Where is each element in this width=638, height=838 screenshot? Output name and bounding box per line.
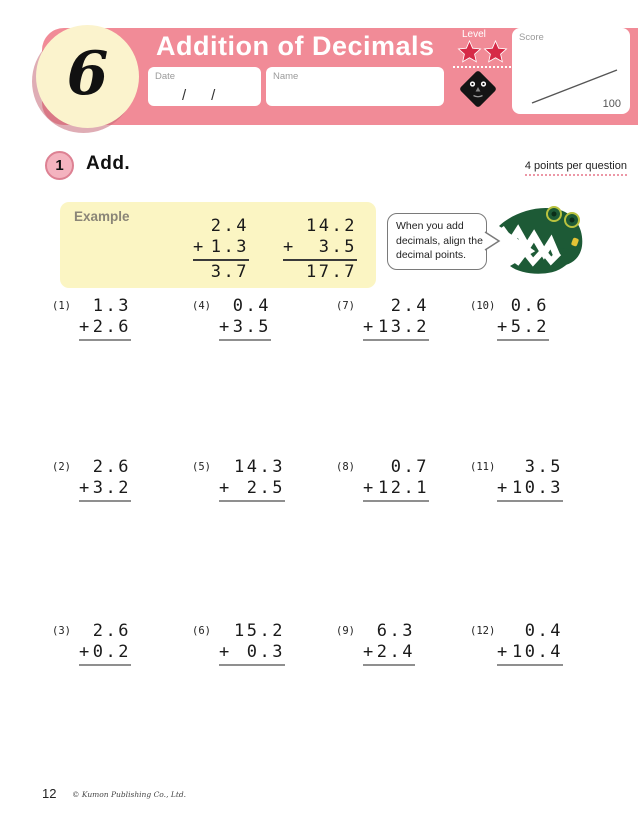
addend-bottom: 12.1 (378, 478, 429, 498)
problem-3 (52, 621, 131, 666)
addend-top: 0.4 (524, 621, 563, 641)
star-icon (459, 42, 480, 62)
problem-number: (9) (336, 625, 355, 637)
addend-top: 14.2 (306, 216, 357, 236)
date-slashes: / / (182, 87, 216, 104)
problem-work-area[interactable] (363, 621, 415, 666)
example-problem-1 (193, 216, 249, 284)
crocodile-illustration (494, 204, 586, 276)
plus-sign: + (219, 317, 232, 337)
problem-6 (192, 621, 285, 666)
addend-top: 1.3 (92, 296, 131, 316)
level-stars (452, 42, 512, 62)
problem-9 (336, 621, 415, 666)
problem-12 (470, 621, 563, 666)
problem-number: (4) (192, 300, 211, 312)
addend-top: 2.4 (210, 216, 249, 236)
page-number: 12 (42, 786, 57, 801)
score-label: Score (519, 32, 544, 43)
addend-bottom: 13.2 (378, 317, 429, 337)
level-label: Level (462, 29, 486, 40)
problem-work-area[interactable] (79, 621, 131, 666)
problem-number: (3) (52, 625, 71, 637)
problem-number: (8) (336, 461, 355, 473)
problem-work-area[interactable] (363, 457, 429, 502)
addend-top: 14.3 (234, 457, 285, 477)
problem-1 (52, 296, 131, 341)
problem-work-area[interactable] (497, 621, 563, 666)
problem-number: (2) (52, 461, 71, 473)
points-per-question-note: 4 points per question (525, 160, 627, 176)
addend-top: 2.6 (92, 621, 131, 641)
plus-sign: + (497, 642, 510, 662)
level-block (452, 29, 512, 68)
page-title: Addition of Decimals (156, 31, 435, 61)
addend-top: 6.3 (376, 621, 415, 641)
addend-bottom: 10.3 (512, 478, 563, 498)
plus-sign: + (193, 237, 206, 257)
problem-number: (6) (192, 625, 211, 637)
addend-bottom: 0.2 (92, 642, 131, 662)
problem-work-area[interactable] (219, 296, 271, 341)
tip-line: When you add (396, 220, 464, 232)
problem-work-area[interactable] (497, 296, 549, 341)
addend-top: 0.7 (390, 457, 429, 477)
worksheet-number-badge (36, 25, 139, 128)
section-number: 1 (55, 157, 64, 174)
plus-sign: + (497, 478, 510, 498)
plus-sign: + (363, 478, 376, 498)
speech-bubble-tail (484, 230, 502, 252)
example-result: 17.7 (306, 262, 357, 282)
problem-11 (470, 457, 563, 502)
plus-sign: + (497, 317, 510, 337)
problem-number: (12) (470, 625, 496, 637)
addend-bottom: 10.4 (512, 642, 563, 662)
star-icon (485, 42, 506, 62)
problem-work-area[interactable] (79, 296, 131, 341)
problem-10 (470, 296, 549, 341)
tip-speech-bubble (387, 213, 487, 270)
addend-top: 3.5 (524, 457, 563, 477)
tip-line: decimal points. (396, 249, 467, 261)
problem-work-area[interactable] (219, 457, 285, 502)
addend-bottom: 2.4 (376, 642, 415, 662)
kumon-diamond-mascot-icon (457, 66, 499, 117)
addend-top: 2.4 (390, 296, 429, 316)
problem-number: (1) (52, 300, 71, 312)
problem-2 (52, 457, 131, 502)
tip-line: decimals, align the (396, 234, 483, 247)
problem-work-area[interactable] (497, 457, 563, 502)
problem-number: (11) (470, 461, 496, 473)
worksheet-number: 6 (66, 38, 109, 109)
example-result: 3.7 (210, 262, 249, 282)
problem-number: (10) (470, 300, 496, 312)
score-field[interactable] (512, 28, 630, 114)
plus-sign: + (219, 642, 232, 662)
problem-number: (7) (336, 300, 355, 312)
problem-5 (192, 457, 285, 502)
addend-bottom: 5.2 (510, 317, 549, 337)
name-field[interactable] (266, 67, 444, 106)
addend-bottom: 3.5 (318, 237, 357, 257)
example-box (60, 202, 376, 288)
plus-sign: + (363, 642, 376, 662)
addend-bottom: 3.5 (232, 317, 271, 337)
problem-8 (336, 457, 429, 502)
example-label: Example (74, 209, 130, 224)
addend-bottom: 0.3 (246, 642, 285, 662)
addend-bottom: 2.6 (92, 317, 131, 337)
plus-sign: + (79, 642, 92, 662)
addend-bottom: 1.3 (210, 237, 249, 257)
plus-sign: + (283, 237, 296, 257)
section-number-badge (45, 151, 74, 180)
problem-4 (192, 296, 271, 341)
plus-sign: + (363, 317, 376, 337)
section-instruction: Add. (86, 153, 131, 174)
score-denominator: 100 (602, 98, 621, 110)
problem-work-area[interactable] (79, 457, 131, 502)
name-label: Name (273, 71, 299, 82)
problem-number: (5) (192, 461, 211, 473)
addend-top: 0.4 (232, 296, 271, 316)
plus-sign: + (219, 478, 232, 498)
addend-top: 0.6 (510, 296, 549, 316)
addend-top: 2.6 (92, 457, 131, 477)
problem-7 (336, 296, 429, 341)
example-problem-2 (283, 216, 357, 284)
addend-bottom: 3.2 (92, 478, 131, 498)
problem-work-area[interactable] (219, 621, 285, 666)
addend-top: 15.2 (234, 621, 285, 641)
plus-sign: + (79, 478, 92, 498)
addend-bottom: 2.5 (246, 478, 285, 498)
copyright-notice: © Kumon Publishing Co., Ltd. (72, 790, 187, 799)
date-field[interactable] (148, 67, 261, 106)
date-label: Date (155, 71, 176, 82)
problem-work-area[interactable] (363, 296, 429, 341)
plus-sign: + (79, 317, 92, 337)
